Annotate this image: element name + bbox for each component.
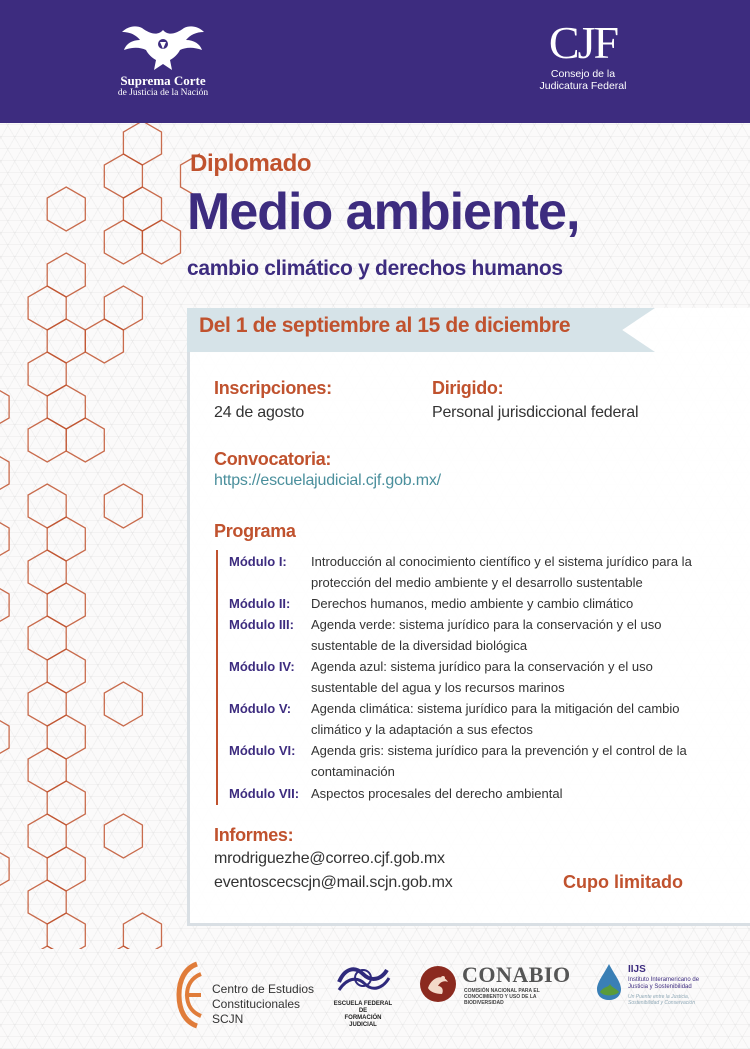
hexagon-shape [47, 385, 85, 429]
hexagon-shape [47, 517, 85, 561]
cec-line-2: Constitucionales [212, 997, 301, 1011]
module-text: Agenda climática: sistema jurídico para la mitigación del cambio climático y la adaptación a sus efectos [311, 701, 680, 737]
module-label: Módulo IV: [229, 659, 295, 674]
date-range: Del 1 de septiembre al 15 de diciembre [199, 314, 571, 337]
hexagon-shape [0, 517, 9, 561]
hexagon-shape [47, 781, 85, 825]
convocatoria-link[interactable]: https://escuelajudicial.cjf.gob.mx/ [214, 472, 441, 489]
hexagon-shape [104, 286, 142, 330]
module-text: Agenda verde: sistema jurídico para la conservación y el uso sustentable de la diversidad biológica [311, 617, 662, 653]
informes-email-2[interactable]: eventoscecscjn@mail.scjn.gob.mx [214, 874, 453, 891]
programa-rule [216, 550, 218, 805]
hexagon-shape [0, 451, 9, 495]
scjn-logo [118, 22, 208, 99]
informes-email-1[interactable]: mrodriguezhe@correo.cjf.gob.mx [214, 850, 445, 867]
header-bar [0, 0, 750, 123]
hexagon-shape [28, 286, 66, 330]
hexagon-shape [104, 682, 142, 726]
cec-mark-icon [175, 960, 205, 1030]
conabio-name: CONABIO [462, 962, 571, 987]
hexagon-shape [28, 484, 66, 528]
cec-line-1: Centro de Estudios [212, 982, 315, 996]
cjf-logo [528, 18, 638, 92]
hexagon-shape [47, 715, 85, 759]
module-label: Módulo I: [229, 554, 287, 569]
hexagon-shape [28, 550, 66, 594]
hexagon-shape [28, 748, 66, 792]
hexagon-shape [47, 649, 85, 693]
efjf-logo [333, 962, 393, 1029]
hexagon-shape [104, 154, 142, 198]
cec-line-3: SCJN [212, 1012, 244, 1026]
sub-title: cambio climático y derechos humanos [187, 257, 563, 280]
water-drop-icon [594, 962, 624, 1002]
efjf-line-1: ESCUELA FEDERAL DE [333, 1001, 393, 1014]
dirigido-label: Dirigido: [432, 378, 504, 398]
hexagon-shape [28, 880, 66, 924]
iijs-logo [594, 962, 700, 1007]
conabio-subtitle: COMISIÓN NACIONAL PARA EL CONOCIMIENTO Y USO DE LA BIODIVERSIDAD [464, 988, 540, 1006]
hexagon-shape [104, 220, 142, 264]
module-text: Derechos humanos, medio ambiente y cambio climático [311, 596, 634, 611]
module-label: Módulo VII: [229, 786, 300, 801]
hexagon-shape [66, 418, 104, 462]
hexagon-shape [104, 814, 142, 858]
module-label: Módulo II: [229, 596, 291, 611]
convocatoria-label: Convocatoria: [214, 449, 332, 469]
hexagon-shape [47, 253, 85, 297]
iijs-subtitle: Instituto Interamericano de Justicia y Sostenibilidad [628, 977, 700, 990]
hexagon-shape [28, 616, 66, 660]
dirigido-value: Personal jurisdiccional federal [432, 404, 639, 421]
hexagon-shape [0, 847, 9, 891]
main-title: Medio ambiente, [187, 183, 580, 241]
hexagon-shape [47, 583, 85, 627]
conabio-emblem-icon [418, 964, 458, 1004]
hexagon-decoration [0, 123, 200, 949]
efjf-line-2: FORMACIÓN JUDICIAL [344, 1015, 382, 1028]
module-text: Agenda gris: sistema jurídico para la prevención y el control de la contaminación [311, 743, 687, 779]
scjn-name: Suprema Corte [120, 73, 206, 88]
iijs-name: IIJS [628, 964, 646, 975]
hexagon-shape [28, 352, 66, 396]
hexagon-shape [142, 220, 180, 264]
cjf-subtitle-1: Consejo de la [550, 68, 616, 80]
module-label: Módulo VI: [229, 743, 296, 758]
hexagon-shape [123, 123, 161, 165]
hexagon-shape [0, 385, 9, 429]
inscripciones-label: Inscripciones: [214, 378, 332, 398]
hexagon-shape [47, 187, 85, 231]
programa-label: Programa [214, 521, 296, 541]
cupo-limitado: Cupo limitado [563, 872, 683, 892]
footer-logos [0, 940, 750, 1049]
hexagon-shape [47, 319, 85, 363]
module-label: Módulo V: [229, 701, 292, 716]
hexagon-shape [123, 187, 161, 231]
cjf-subtitle-2: Judicatura Federal [539, 80, 627, 92]
waves-icon [333, 962, 393, 996]
module-text: Introducción al conocimiento científico y el sistema jurídico para la protección del medio ambiente y el desarrollo sustentable [311, 554, 692, 590]
eagle-icon [120, 22, 206, 74]
cec-text [212, 982, 314, 1027]
inscripciones-value: 24 de agosto [214, 404, 305, 421]
conabio-logo [418, 962, 571, 1009]
hexagon-shape [104, 484, 142, 528]
module-text: Aspectos procesales del derecho ambiental [311, 786, 563, 801]
scjn-subtitle: de Justicia de la Nación [117, 88, 209, 98]
hexagon-shape [28, 814, 66, 858]
iijs-tagline: Un Puente entre la Justicia, Sostenibilidad y Conservación [628, 994, 695, 1006]
module-label: Módulo III: [229, 617, 294, 632]
hexagon-shape [0, 583, 9, 627]
module-text: Agenda azul: sistema jurídico para la conservación y el uso sustentable del agua y los recursos marinos [311, 659, 653, 695]
kicker-title: Diplomado [190, 150, 312, 177]
hexagon-shape [0, 715, 9, 759]
hexagon-shape [28, 682, 66, 726]
cjf-mark: CJF [548, 17, 618, 68]
hexagon-shape [28, 418, 66, 462]
hexagon-shape [47, 847, 85, 891]
informes-label: Informes: [214, 825, 294, 845]
hexagon-shape [85, 319, 123, 363]
